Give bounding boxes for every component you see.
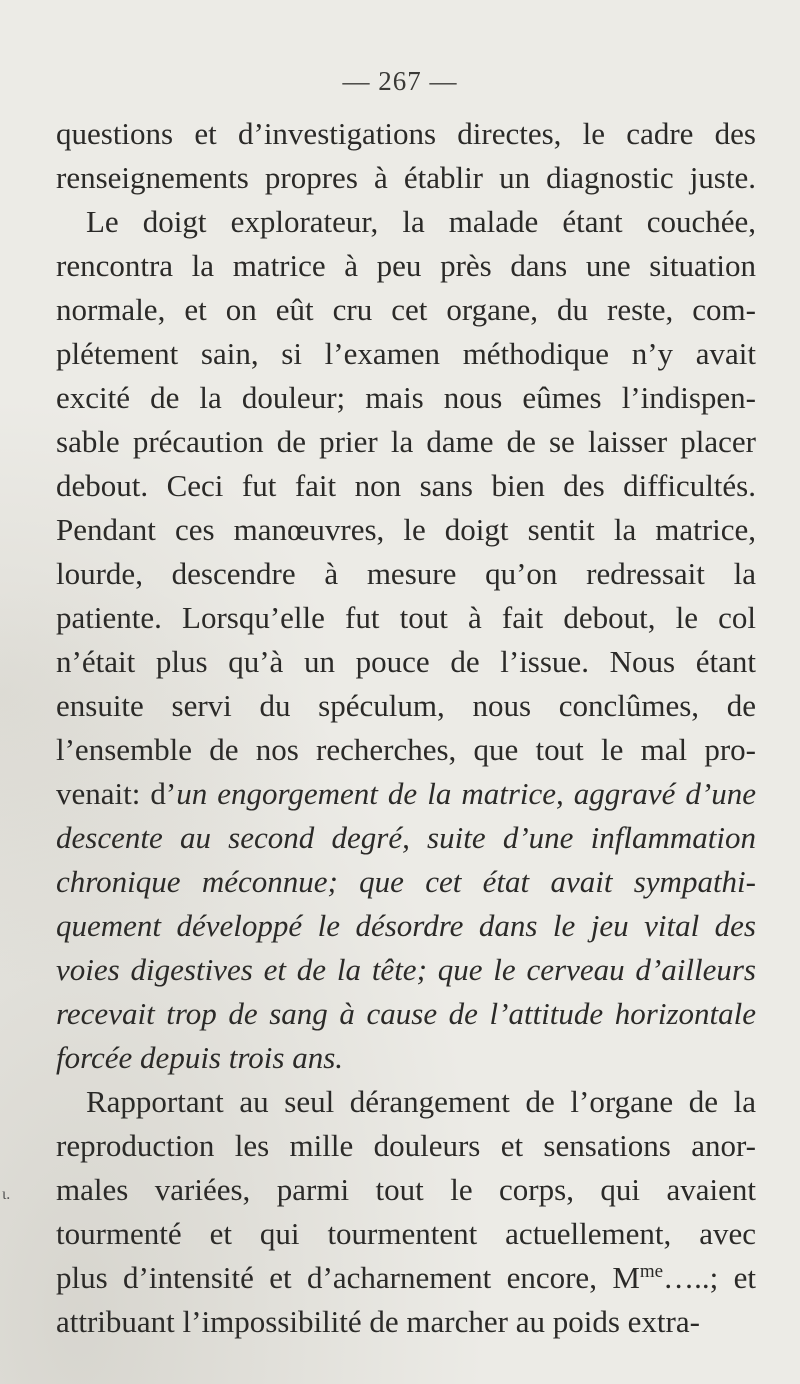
text-line: patiente. Lorsqu’elle fut tout à fait debout, le col: [56, 600, 756, 635]
text-line: males variées, parmi tout le corps, qui avaient: [56, 1172, 756, 1207]
text-line: normale, et on eût cru cet organe, du reste, com-: [56, 292, 756, 327]
text-line: Rapportant au seul dérangement de l’organe de la: [86, 1084, 756, 1119]
title-superscript: me: [639, 1261, 664, 1282]
text-roman: plus d’intensité et d’acharnement encore, M: [56, 1260, 640, 1295]
text-line: sable précaution de prier la dame de se laisser placer: [56, 424, 756, 459]
text-roman: venait: d’: [56, 776, 177, 811]
body-text: [56, 112, 756, 1344]
text-line: rencontra la matrice à peu près dans une situation: [56, 248, 756, 283]
text-line: attribuant l’impossibilité de marcher au poids extra-: [56, 1304, 700, 1339]
margin-mark: ι.: [2, 1186, 11, 1203]
text-line: n’était plus qu’à un pouce de l’issue. Nous étant: [56, 644, 756, 679]
text-line: debout. Ceci fut fait non sans bien des difficultés.: [56, 468, 756, 503]
page-number: — 267 —: [342, 66, 458, 96]
text-line: lourde, descendre à mesure qu’on redressait la: [56, 556, 756, 591]
text-line: Le doigt explorateur, la malade étant couchée,: [86, 204, 756, 239]
text-line: forcée depuis trois ans.: [56, 1040, 344, 1075]
text-italic: un engorgement de la matrice, aggravé d’une: [176, 776, 756, 811]
text-roman: …..; et: [663, 1260, 756, 1295]
text-line: excité de la douleur; mais nous eûmes l’indispen-: [56, 380, 756, 415]
text-line: tourmenté et qui tourmentent actuellement, avec: [56, 1216, 756, 1251]
text-line: Pendant ces manœuvres, le doigt sentit la matrice,: [56, 512, 756, 547]
text-line: renseignements propres à établir un diagnostic juste.: [56, 160, 756, 195]
text-line-mixed: [56, 772, 756, 816]
text-line-with-title: [56, 1256, 756, 1300]
text-line: l’ensemble de nos recherches, que tout le mal pro-: [56, 732, 756, 767]
text-line: quement développé le désordre dans le jeu vital des: [56, 908, 756, 943]
text-line: chronique méconnue; que cet état avait sympathi-: [56, 864, 756, 899]
text-line: reproduction les mille douleurs et sensations anor-: [56, 1128, 756, 1163]
text-line: descente au second degré, suite d’une inflammation: [56, 820, 756, 855]
text-line: ensuite servi du spéculum, nous conclûmes, de: [56, 688, 756, 723]
text-line: plétement sain, si l’examen méthodique n’y avait: [56, 336, 756, 371]
text-line: voies digestives et de la tête; que le cerveau d’ailleurs: [56, 952, 756, 987]
text-line: recevait trop de sang à cause de l’attitude horizontale: [56, 996, 756, 1031]
text-line: questions et d’investigations directes, le cadre des: [56, 116, 756, 151]
